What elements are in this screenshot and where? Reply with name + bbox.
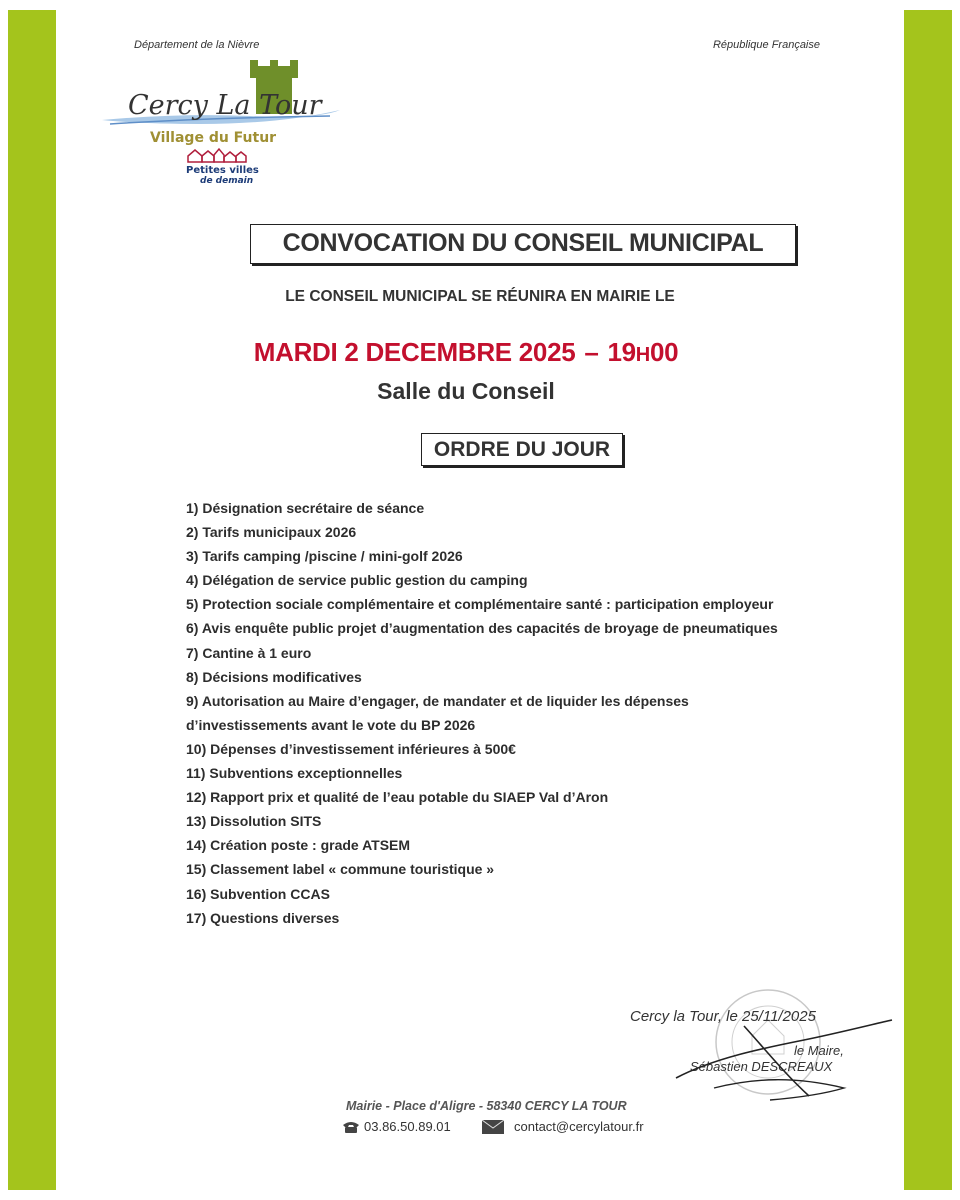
meeting-day: MARDI 2 DECEMBRE 2025 bbox=[253, 337, 576, 367]
envelope-icon bbox=[482, 1120, 504, 1134]
agenda-item-continuation: d’investissements avant le vote du BP 2026 bbox=[186, 716, 476, 733]
agenda-title: ORDRE DU JOUR bbox=[421, 433, 623, 466]
agenda-item: 4) Délégation de service public gestion du camping bbox=[186, 572, 528, 589]
cercy-la-tour-logo bbox=[100, 58, 350, 188]
place-and-date: Cercy la Tour, le 25/11/2025 bbox=[630, 1008, 816, 1025]
agenda-item: 5) Protection sociale complémentaire et complémentaire santé : participation employeur bbox=[186, 596, 774, 613]
badge-line1: Petites villes bbox=[186, 165, 259, 176]
agenda-item: 9) Autorisation au Maire d’engager, de mandater et de liquider les dépenses bbox=[186, 692, 689, 709]
right-green-border bbox=[904, 10, 952, 1190]
badge-line2: de demain bbox=[200, 176, 254, 186]
agenda-item: 7) Cantine à 1 euro bbox=[186, 644, 312, 661]
mairie-address: Mairie - Place d'Aligre - 58340 CERCY LA TOUR bbox=[346, 1099, 627, 1113]
logo-tagline: Village du Futur bbox=[150, 130, 277, 146]
agenda-item: 2) Tarifs municipaux 2026 bbox=[186, 524, 357, 541]
meeting-minutes: 00 bbox=[649, 337, 679, 367]
meeting-hour-suffix: H bbox=[635, 344, 650, 366]
agenda-item: 14) Création poste : grade ATSEM bbox=[186, 837, 411, 854]
phone-contact bbox=[342, 1119, 451, 1134]
date-separator: – bbox=[584, 337, 599, 367]
logo-name: Cercy La Tour bbox=[128, 90, 322, 121]
republic-label: République Française bbox=[712, 39, 820, 51]
signatory-role: le Maire, bbox=[794, 1043, 844, 1058]
agenda-item: 15) Classement label « commune touristique » bbox=[186, 861, 495, 878]
email-address: contact@cercylatour.fr bbox=[514, 1119, 644, 1134]
left-green-border bbox=[8, 10, 56, 1190]
agenda-item: 11) Subventions exceptionnelles bbox=[186, 765, 403, 782]
agenda-list bbox=[186, 496, 866, 930]
department-label: Département de la Nièvre bbox=[134, 39, 260, 51]
convocation-title: CONVOCATION DU CONSEIL MUNICIPAL bbox=[250, 224, 796, 264]
signatory-name: Sébastien DESCREAUX bbox=[690, 1059, 833, 1074]
telephone-icon bbox=[342, 1120, 360, 1134]
meeting-date bbox=[0, 337, 932, 368]
agenda-item: 1) Désignation secrétaire de séance bbox=[186, 500, 425, 516]
agenda-item: 17) Questions diverses bbox=[186, 909, 340, 926]
houses-icon bbox=[188, 149, 246, 162]
agenda-item: 10) Dépenses d’investissement inférieures à 500€ bbox=[186, 740, 516, 757]
document-page bbox=[56, 0, 904, 1200]
agenda-item: 6) Avis enquête public projet d’augmentation des capacités de broyage de pneumatiques bbox=[186, 620, 778, 637]
agenda-item: 16) Subvention CCAS bbox=[186, 885, 330, 902]
phone-number: 03.86.50.89.01 bbox=[364, 1119, 451, 1134]
agenda-item: 13) Dissolution SITS bbox=[186, 813, 322, 830]
agenda-item: 3) Tarifs camping /piscine / mini-golf 2026 bbox=[186, 548, 463, 565]
email-contact bbox=[482, 1119, 644, 1134]
meeting-intro: LE CONSEIL MUNICIPAL SE RÉUNIRA EN MAIRIE LE bbox=[285, 288, 675, 305]
agenda-item: 8) Décisions modificatives bbox=[186, 668, 362, 685]
agenda-item: 12) Rapport prix et qualité de l’eau potable du SIAEP Val d’Aron bbox=[186, 789, 609, 806]
meeting-hour: 19 bbox=[607, 337, 636, 367]
handwritten-signature bbox=[674, 1018, 894, 1102]
meeting-location: Salle du Conseil bbox=[377, 378, 555, 404]
